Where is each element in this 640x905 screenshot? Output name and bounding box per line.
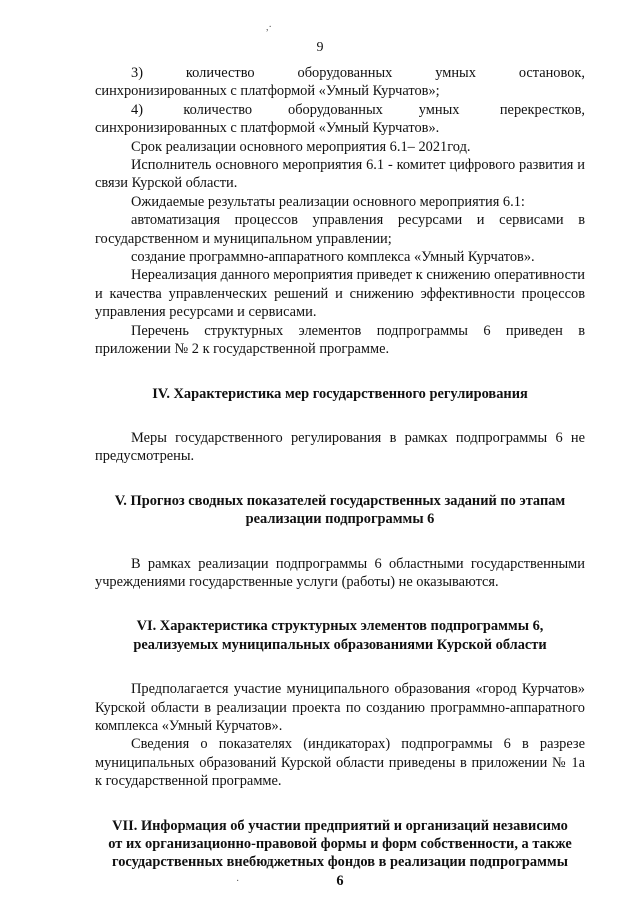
paragraph: Перечень структурных элементов подпрограммы 6 приведен в приложении № 2 к государственной программе. — [95, 322, 585, 358]
section-heading-4: IV. Характеристика мер государственного регулирования — [152, 385, 528, 402]
section-heading-7: VII. Информация об участии предприятий и организаций независимо от их организационно-правовой формы и форм собственности, а также государственных внебюджетных фондов в реализации подпрограммы 6 — [108, 817, 572, 889]
document-body — [95, 64, 585, 890]
paragraph: 4) количество оборудованных умных перекрестков, синхронизированных с платформой «Умный Курчатов». — [95, 101, 585, 137]
paragraph: Срок реализации основного мероприятия 6.1– 2021год. — [131, 138, 471, 155]
paragraph: Ожидаемые результаты реализации основного мероприятия 6.1: — [131, 193, 525, 210]
scan-mark: ,· — [266, 22, 272, 33]
section-heading-5: V. Прогноз сводных показателей государственных заданий по этапам реализации подпрограммы 6 — [114, 492, 566, 528]
paragraph: создание программно-аппаратного комплекса «Умный Курчатов». — [131, 249, 535, 266]
paragraph: Нереализация данного мероприятия приведет к снижению оперативности и качества управленческих решений и снижению эффективности процессов управления ресурсами и сервисами. — [95, 267, 585, 321]
page-number: 9 — [316, 40, 324, 55]
paragraph: Сведения о показателях (индикаторах) подпрограммы 6 в разрезе муниципальных образований Курской области приведены в приложении № 1а к государственной программе. — [95, 736, 585, 790]
paragraph: Меры государственного регулирования в рамках подпрограммы 6 не предусмотрены. — [95, 429, 585, 465]
paragraph: В рамках реализации подпрограммы 6 областными государственными учреждениями государственные услуги (работы) не оказываются. — [95, 555, 585, 590]
section-heading-6: VI. Характеристика структурных элементов подпрограммы 6, реализуемых муниципальных образованиями Курской области — [133, 618, 547, 653]
paragraph: автоматизация процессов управления ресурсами и сервисами в государственном и муниципальном управлении; — [95, 212, 585, 247]
scan-mark: · — [236, 876, 240, 887]
paragraph: Исполнитель основного мероприятия 6.1 - комитет цифрового развития и связи Курской области. — [95, 157, 585, 192]
paragraph: 3) количество оборудованных умных остановок, синхронизированных с платформой «Умный Курчатов»; — [95, 65, 585, 100]
paragraph: Предполагается участие муниципального образования «город Курчатов» Курской области в реализации проекта по созданию программно-аппаратного комплекса «Умный Курчатов». — [95, 681, 585, 734]
